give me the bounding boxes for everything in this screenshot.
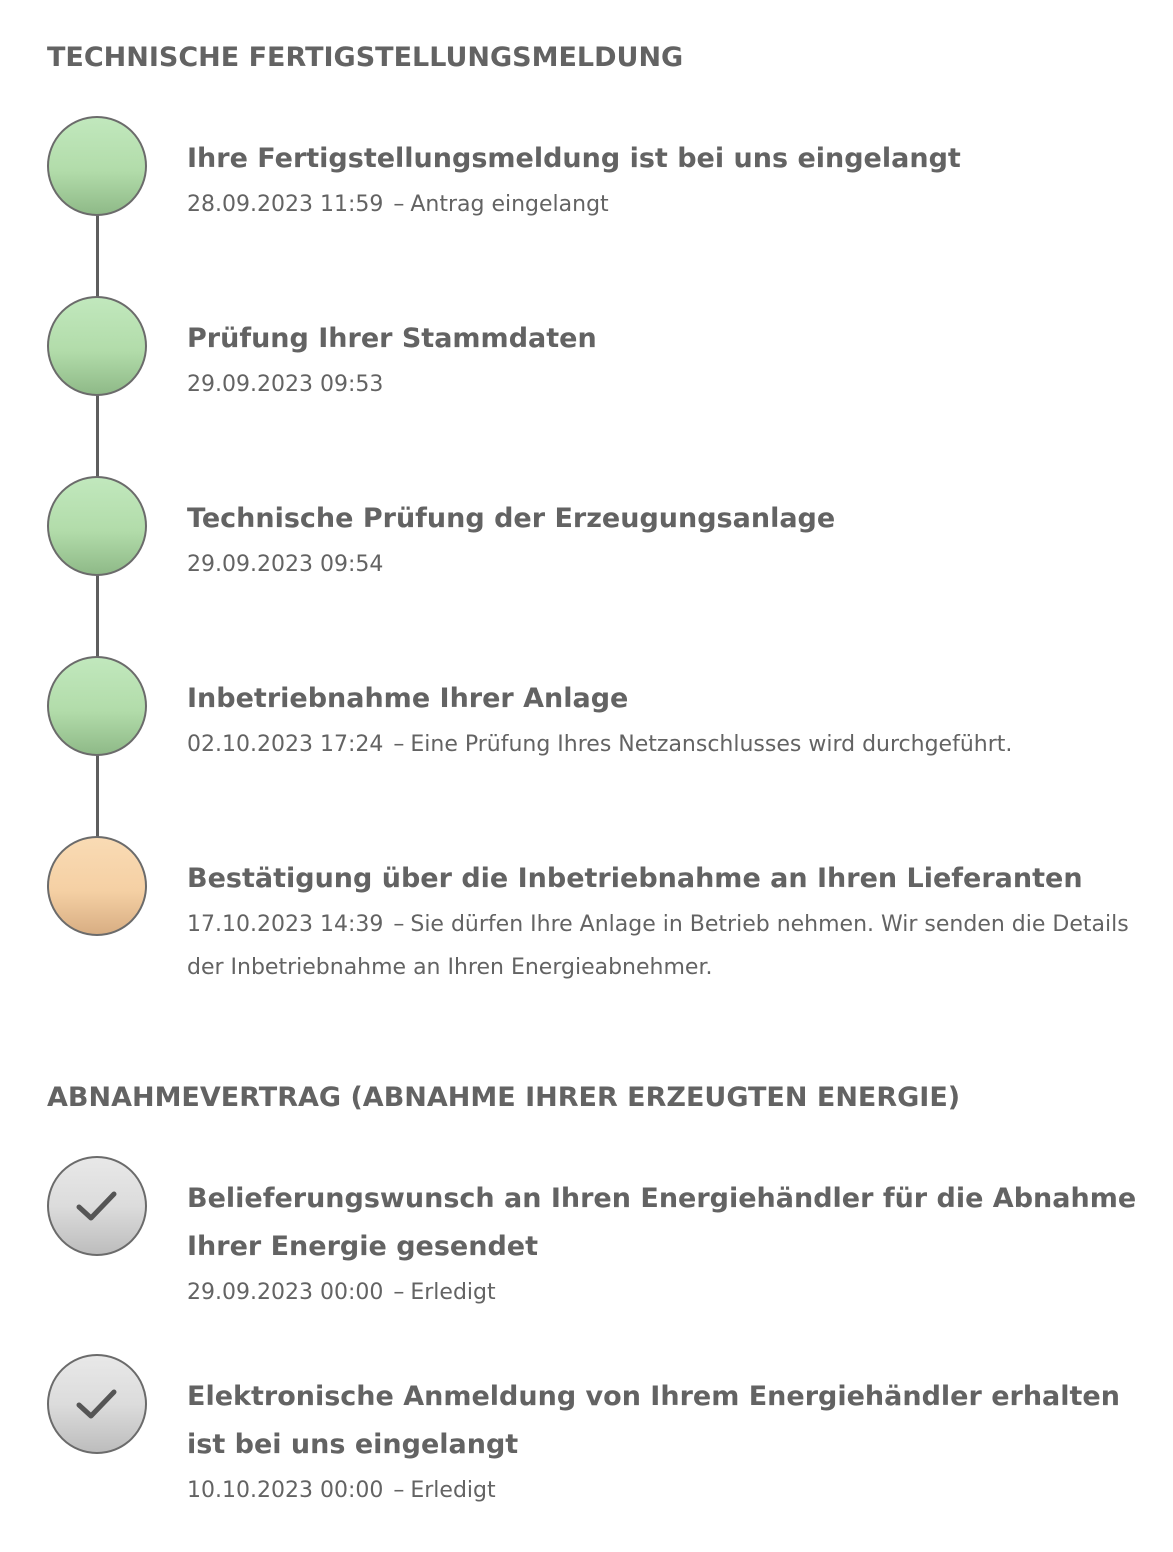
step-note: Antrag eingelangt (410, 192, 609, 217)
timeline-step (187, 495, 1152, 586)
step-status-checked-circle (47, 1156, 147, 1256)
step-status-done-circle (47, 296, 147, 396)
step-status-current-circle (47, 836, 147, 936)
step-note: Erledigt (410, 1478, 496, 1503)
step-note: Erledigt (410, 1280, 496, 1305)
step-separator: – (393, 1478, 405, 1503)
step-detail (187, 903, 1152, 989)
step-note: Sie dürfen Ihre Anlage in Betrieb nehmen. Wir senden die Details der Inbetriebnahme an Ihren Energieabnehmer. (187, 912, 1129, 980)
step-separator: – (393, 912, 405, 937)
step-detail (187, 723, 1152, 766)
step-separator: – (393, 1280, 405, 1305)
step-title: Ihre Fertigstellungsmeldung ist bei uns eingelangt (187, 143, 961, 174)
timeline-step (187, 675, 1152, 766)
timeline-step (187, 315, 1152, 406)
checkmark-icon (74, 1381, 120, 1427)
timeline-step (187, 1373, 1152, 1512)
step-title: Elektronische Anmeldung von Ihrem Energiehändler erhalten ist bei uns eingelangt (187, 1381, 1120, 1460)
timeline-step (187, 855, 1152, 989)
step-title: Inbetriebnahme Ihrer Anlage (187, 683, 629, 714)
timeline-connector (96, 212, 99, 298)
section-title-abnahmevertrag: ABNAHMEVERTRAG (ABNAHME IHRER ERZEUGTEN ENERGIE) (47, 1082, 961, 1113)
step-separator: – (393, 732, 405, 757)
step-date: 28.09.2023 11:59 (187, 192, 384, 217)
step-date: 29.09.2023 09:53 (187, 372, 384, 397)
step-date: 29.09.2023 00:00 (187, 1280, 384, 1305)
step-status-checked-circle (47, 1354, 147, 1454)
step-title: Bestätigung über die Inbetriebnahme an Ihren Lieferanten (187, 863, 1083, 894)
step-title: Prüfung Ihrer Stammdaten (187, 323, 597, 354)
timeline-connector (96, 572, 99, 658)
step-detail (187, 1469, 1152, 1512)
step-detail (187, 543, 1152, 586)
checkmark-icon (74, 1183, 120, 1229)
timeline-connector (96, 752, 99, 838)
step-detail (187, 183, 1152, 226)
step-date: 17.10.2023 14:39 (187, 912, 384, 937)
step-title: Belieferungswunsch an Ihren Energiehändler für die Abnahme Ihrer Energie gesendet (187, 1183, 1137, 1262)
step-detail (187, 363, 1152, 406)
step-status-done-circle (47, 476, 147, 576)
step-note: Eine Prüfung Ihres Netzanschlusses wird durchgeführt. (410, 732, 1013, 757)
timeline-step (187, 135, 1152, 226)
step-date: 02.10.2023 17:24 (187, 732, 384, 757)
step-date: 10.10.2023 00:00 (187, 1478, 384, 1503)
step-title: Technische Prüfung der Erzeugungsanlage (187, 503, 836, 534)
section-title-fertigstellungsmeldung: TECHNISCHE FERTIGSTELLUNGSMELDUNG (47, 42, 684, 73)
step-separator: – (393, 192, 405, 217)
step-detail (187, 1271, 1152, 1314)
step-status-done-circle (47, 656, 147, 756)
timeline-connector (96, 392, 99, 478)
step-date: 29.09.2023 09:54 (187, 552, 384, 577)
timeline-step (187, 1175, 1152, 1314)
step-status-done-circle (47, 116, 147, 216)
